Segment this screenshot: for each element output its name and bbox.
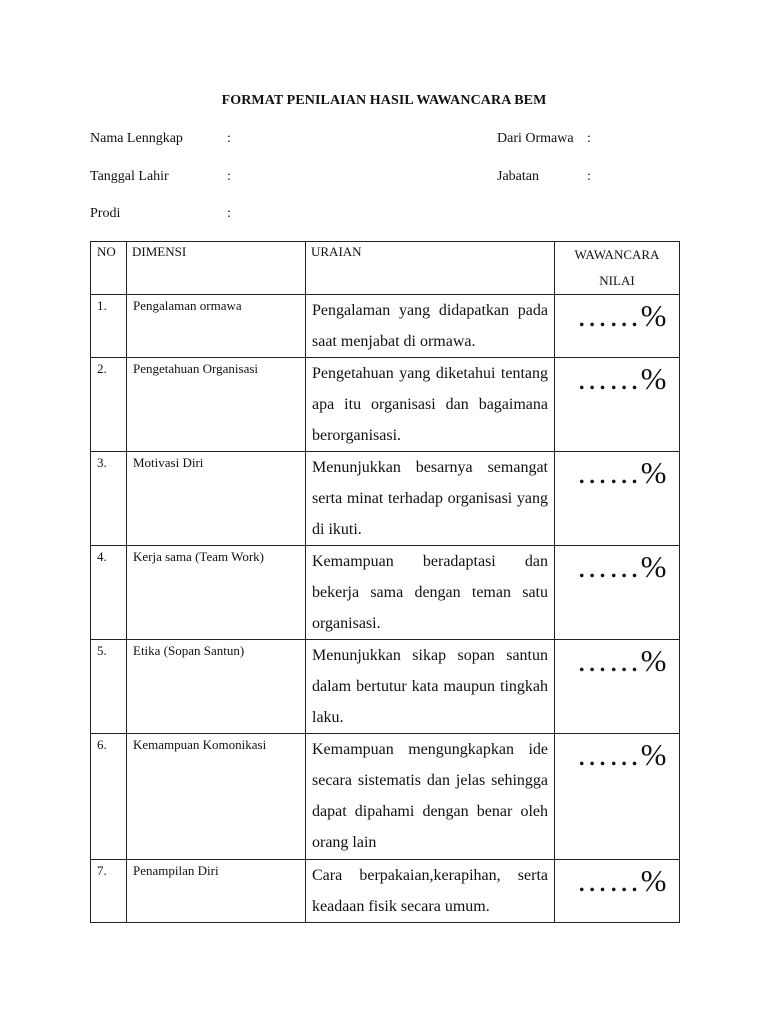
- row-dimensi: Pengetahuan Organisasi: [127, 358, 306, 452]
- header-dimensi: DIMENSI: [127, 242, 306, 295]
- row-dimensi: Etika (Sopan Santun): [127, 640, 306, 734]
- row-uraian: Cara berpakaian,kerapihan, serta keadaan fisik secara umum.: [306, 860, 555, 923]
- nama-label: Nama Lenngkap: [90, 131, 183, 146]
- table-header-row: [91, 242, 680, 295]
- row-no: 2.: [91, 358, 127, 452]
- header-uraian: URAIAN: [306, 242, 555, 295]
- table-row: [91, 452, 680, 546]
- row-nilai-cell: [555, 358, 680, 452]
- header-no: NO: [91, 242, 127, 295]
- table-row: [91, 295, 680, 358]
- row-no: 4.: [91, 546, 127, 640]
- row-no: 6.: [91, 734, 127, 860]
- table-row: [91, 358, 680, 452]
- row-uraian: Menunjukkan besarnya semangat serta minat terhadap organisasi yang di ikuti.: [306, 452, 555, 546]
- table-row: [91, 640, 680, 734]
- row-nilai-cell: [555, 452, 680, 546]
- row-uraian: Kemampuan mengungkapkan ide secara sistematis dan jelas sehingga dapat dipahami dengan benar oleh orang lain: [306, 734, 555, 860]
- table-row: [91, 860, 680, 923]
- row-nilai: ……%: [576, 361, 668, 396]
- row-uraian: Pengetahuan yang diketahui tentang apa itu organisasi dan bagaimana berorganisasi.: [306, 358, 555, 452]
- row-no: 1.: [91, 295, 127, 358]
- row-no: 5.: [91, 640, 127, 734]
- row-nilai: ……%: [576, 455, 668, 490]
- tanggal-lahir-colon: :: [227, 169, 231, 184]
- table-row: [91, 734, 680, 860]
- row-dimensi: Kemampuan Komonikasi: [127, 734, 306, 860]
- row-nilai-cell: [555, 640, 680, 734]
- prodi-colon: :: [227, 206, 231, 221]
- assessment-table: [90, 241, 680, 923]
- jabatan-colon: :: [587, 169, 591, 184]
- row-dimensi: Motivasi Diri: [127, 452, 306, 546]
- nama-colon: :: [227, 131, 231, 146]
- row-nilai-cell: [555, 295, 680, 358]
- row-nilai-cell: [555, 734, 680, 860]
- row-dimensi: Penampilan Diri: [127, 860, 306, 923]
- row-uraian: Menunjukkan sikap sopan santun dalam bertutur kata maupun tingkah laku.: [306, 640, 555, 734]
- prodi-label: Prodi: [90, 206, 121, 221]
- row-nilai-cell: [555, 546, 680, 640]
- header-wawancara: WAWANCARA: [574, 247, 660, 262]
- row-nilai: ……%: [576, 737, 668, 772]
- row-no: 7.: [91, 860, 127, 923]
- row-no: 3.: [91, 452, 127, 546]
- row-dimensi: Kerja sama (Team Work): [127, 546, 306, 640]
- dari-ormawa-colon: :: [587, 131, 591, 146]
- header-nilai: NILAI: [599, 273, 635, 288]
- table-row: [91, 546, 680, 640]
- row-nilai: ……%: [576, 863, 668, 898]
- jabatan-label: Jabatan: [497, 169, 539, 184]
- dari-ormawa-label: Dari Ormawa: [497, 131, 574, 146]
- tanggal-lahir-label: Tanggal Lahir: [90, 169, 169, 184]
- row-nilai: ……%: [576, 549, 668, 584]
- header-wawancara-nilai: [555, 242, 680, 295]
- row-uraian: Kemampuan beradaptasi dan bekerja sama dengan teman satu organisasi.: [306, 546, 555, 640]
- row-nilai-cell: [555, 860, 680, 923]
- row-nilai: ……%: [576, 298, 668, 333]
- document-title: FORMAT PENILAIAN HASIL WAWANCARA BEM: [221, 93, 547, 108]
- row-uraian: Pengalaman yang didapatkan pada saat menjabat di ormawa.: [306, 295, 555, 358]
- row-dimensi: Pengalaman ormawa: [127, 295, 306, 358]
- row-nilai: ……%: [576, 643, 668, 678]
